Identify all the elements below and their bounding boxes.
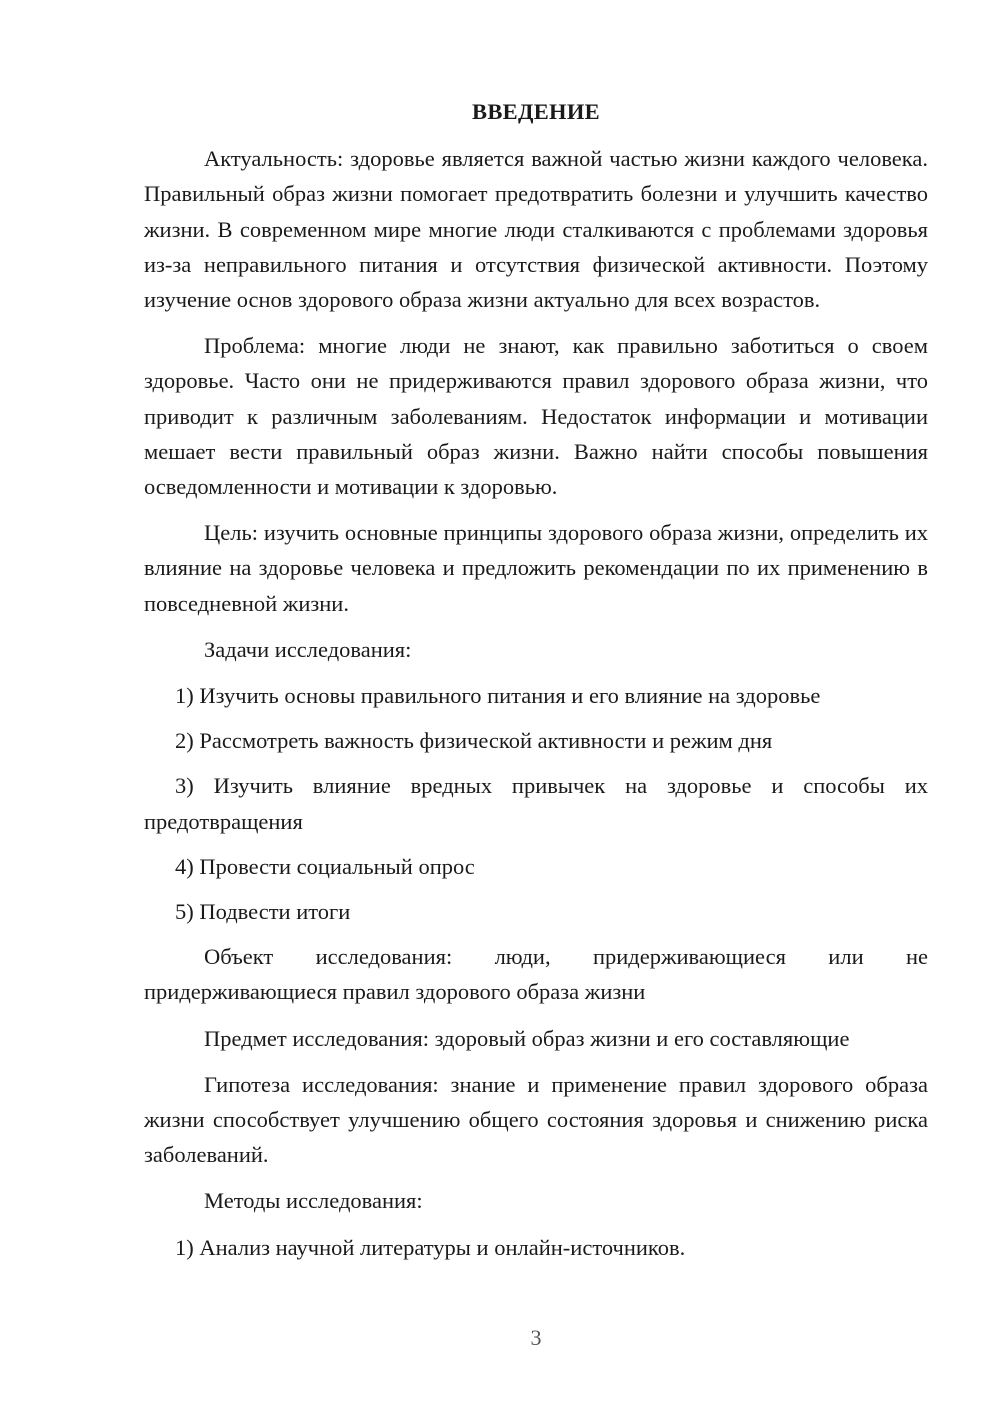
hypothesis-paragraph: Гипотеза исследования: знание и применение правил здорового образа жизни способствует улучшению общего состояния здоровья и снижению риска заболеваний. bbox=[144, 1071, 928, 1168]
object-paragraph: Объект исследования: люди, придерживающиеся или не придерживающиеся правил здорового образа жизни bbox=[144, 944, 928, 1005]
task-item-2: 2) Рассмотреть важность физической активности и режим дня bbox=[175, 728, 773, 754]
page-title: ВВЕДЕНИЕ bbox=[472, 99, 600, 124]
problem-paragraph: Проблема: многие люди не знают, как правильно заботиться о своем здоровье. Часто они не придерживаются правил здорового образа жизни, что приводит к различным заболеваниям. Недостаток информации и мотивации мешает вести правильный образ жизни. Важно найти способы повышения осведомленности и мотивации к здоровью. bbox=[144, 333, 928, 500]
methods-heading: Методы исследования: bbox=[204, 1188, 423, 1214]
relevance-paragraph: Актуальность: здоровье является важной частью жизни каждого человека. Правильный образ жизни помогает предотвратить болезни и улучшить качество жизни. В современном мире многие люди сталкиваются с проблемами здоровья из-за неправильного питания и отсутствия физической активности. Поэтому изучение основ здорового образа жизни актуально для всех возрастов. bbox=[144, 146, 928, 313]
page-number: 3 bbox=[530, 1325, 542, 1350]
method-item-1: 1) Анализ научной литературы и онлайн-источников. bbox=[175, 1234, 686, 1260]
tasks-heading: Задачи исследования: bbox=[204, 636, 412, 662]
goal-paragraph: Цель: изучить основные принципы здорового образа жизни, определить их влияние на здоровье человека и предложить рекомендации по их применению в повседневной жизни. bbox=[144, 520, 928, 616]
task-item-1: 1) Изучить основы правильного питания и его влияние на здоровье bbox=[175, 683, 821, 709]
task-item-5: 5) Подвести итоги bbox=[175, 899, 351, 925]
task-item-4: 4) Провести социальный опрос bbox=[175, 853, 475, 879]
page-content bbox=[144, 94, 928, 1275]
task-item-3: 3) Изучить влияние вредных привычек на здоровье и способы их предотвращения bbox=[144, 773, 928, 834]
subject-paragraph: Предмет исследования: здоровый образ жизни и его составляющие bbox=[204, 1025, 850, 1051]
